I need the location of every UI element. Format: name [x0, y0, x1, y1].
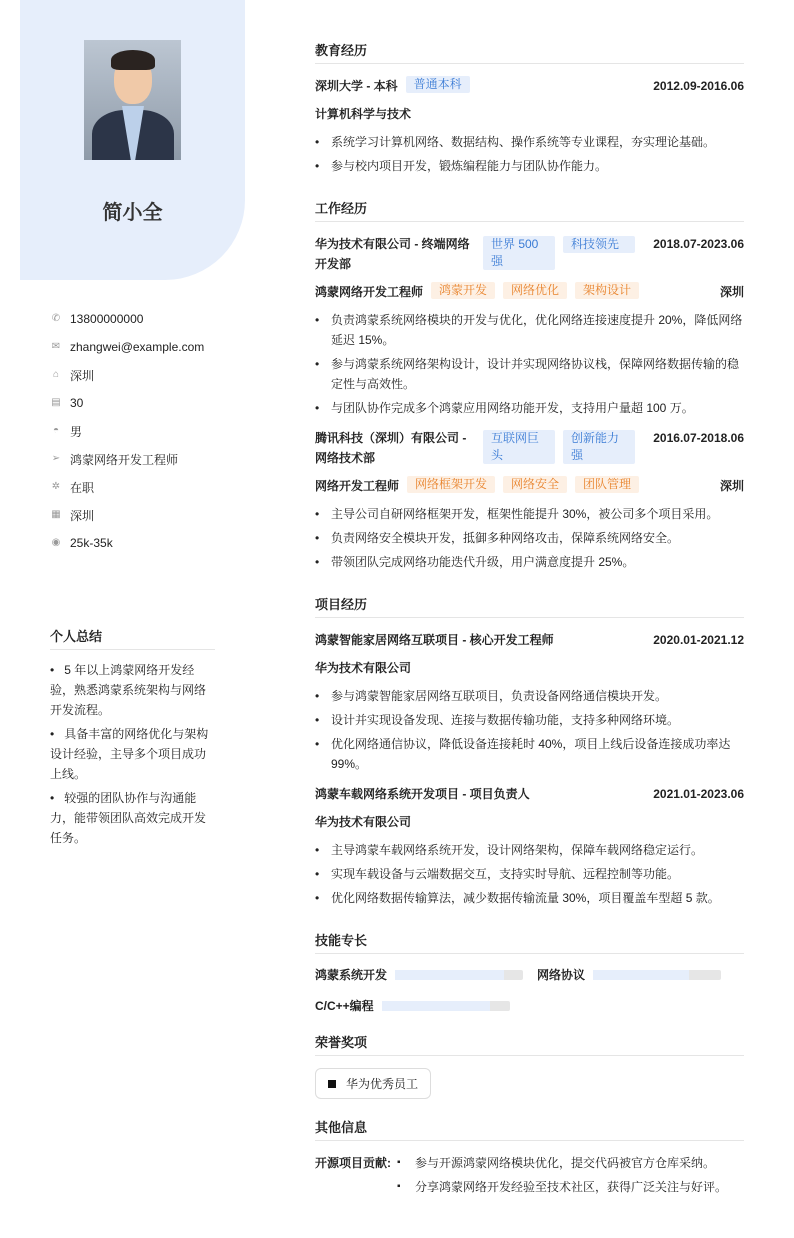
job-role: 鸿蒙网络开发工程师	[315, 285, 424, 299]
job-bullet: • 参与鸿蒙系统网络架构设计，设计并实现网络协议栈，保障网络数据传输的稳定性与高效性。	[315, 354, 744, 394]
education-bullet: • 系统学习计算机网络、数据结构、操作系统等专业课程，夯实理论基础。	[315, 132, 744, 152]
projects-title: 项目经历	[315, 594, 744, 618]
skill-item	[315, 966, 523, 983]
project-bullet: • 优化网络数据传输算法，减少数据传输流量 30%，项目覆盖车型超 5 款。	[315, 888, 744, 908]
project-bullet: • 设计并实现设备发现、连接与数据传输功能，支持多种网络环境。	[315, 710, 744, 730]
job-city: 深圳	[719, 479, 744, 493]
job-bullet: • 负责网络安全模块开发，抵御多种网络攻击，保障系统网络安全。	[315, 528, 744, 548]
skill-bar-fill	[593, 970, 689, 980]
skill-item	[315, 997, 744, 1014]
building-icon: ▦	[51, 509, 61, 520]
contact-value: 深圳	[70, 508, 95, 523]
contact-value: 在职	[70, 480, 95, 495]
job-bullet: • 负责鸿蒙系统网络模块的开发与优化，优化网络连接速度提升 20%，降低网络延迟 15%。	[315, 310, 744, 350]
job-skill-tag: 网络安全	[503, 476, 567, 493]
contact-value: 25k-35k	[70, 536, 113, 550]
contact-item	[50, 473, 204, 501]
skill-item	[537, 966, 721, 983]
project-bullets	[315, 840, 744, 908]
job-city: 深圳	[719, 285, 744, 299]
company-name: 华为技术有限公司 - 终端网络开发部	[315, 237, 470, 271]
company-tag: 互联网巨头	[483, 430, 555, 464]
school-tag: 普通本科	[406, 76, 470, 93]
project-date: 2021.01-2023.06	[653, 787, 744, 801]
job-entry	[315, 428, 744, 572]
award-badge	[315, 1068, 431, 1099]
project-company: 华为技术有限公司	[315, 815, 412, 829]
role-left	[315, 282, 639, 302]
job-skill-tag: 团队管理	[575, 476, 639, 493]
other-bullet: ▪ 参与开源鸿蒙网络模块优化，提交代码被官方仓库采纳。	[397, 1153, 727, 1173]
contact-item	[50, 529, 204, 557]
job-date: 2018.07-2023.06	[653, 237, 744, 251]
project-entry	[315, 630, 744, 774]
salary-icon: ◉	[51, 537, 61, 548]
company-tag: 世界 500 强	[483, 236, 555, 270]
contact-value: zhangwei@example.com	[70, 340, 205, 354]
project-bullet: • 主导鸿蒙车载网络系统开发，设计网络架构，保障车载网络稳定运行。	[315, 840, 744, 860]
contact-item	[50, 333, 204, 361]
contact-list	[50, 305, 204, 557]
skill-name: 网络协议	[537, 968, 586, 982]
contact-item	[50, 361, 204, 389]
contact-item	[50, 445, 204, 473]
other-label: 开源项目贡献:	[315, 1156, 391, 1170]
project-name: 鸿蒙智能家居网络互联项目 - 核心开发工程师	[315, 633, 554, 647]
job-header	[315, 234, 744, 274]
contact-item	[50, 417, 204, 445]
contact-value: 13800000000	[70, 312, 144, 326]
summary-title: 个人总结	[50, 626, 215, 650]
contact-item	[50, 501, 204, 529]
job-role-row	[315, 282, 744, 302]
education-date: 2012.09-2016.06	[653, 79, 744, 93]
job-bullet: • 带领团队完成网络功能迭代升级，用户满意度提升 25%。	[315, 552, 744, 572]
avatar-photo	[84, 40, 181, 160]
age-icon: ▤	[51, 397, 61, 408]
summary-section	[50, 626, 215, 852]
job-left	[315, 234, 635, 274]
other-title: 其他信息	[315, 1117, 744, 1141]
other-section	[315, 1117, 744, 1201]
project-date: 2020.01-2021.12	[653, 633, 744, 647]
job-skill-tag: 架构设计	[575, 282, 639, 299]
job-bullets	[315, 310, 744, 418]
project-name: 鸿蒙车载网络系统开发项目 - 项目负责人	[315, 787, 530, 801]
send-icon: ➢	[51, 453, 61, 464]
contact-item	[50, 305, 204, 333]
status-icon: ✲	[51, 481, 61, 492]
skill-name: C/C++编程	[315, 999, 374, 1013]
education-title: 教育经历	[315, 40, 744, 64]
contact-value: 30	[70, 396, 84, 410]
project-header	[315, 784, 744, 804]
job-date: 2016.07-2018.06	[653, 431, 744, 445]
job-bullet: • 主导公司自研网络框架开发，框架性能提升 30%，被公司多个项目采用。	[315, 504, 744, 524]
work-title: 工作经历	[315, 198, 744, 222]
awards-title: 荣誉奖项	[315, 1032, 744, 1056]
job-bullets	[315, 504, 744, 572]
company-tag: 创新能力强	[563, 430, 635, 464]
skill-bar	[382, 1001, 510, 1011]
skill-bar-fill	[382, 1001, 491, 1011]
phone-icon: ✆	[51, 313, 61, 324]
job-role: 网络开发工程师	[315, 479, 400, 493]
project-bullets	[315, 686, 744, 774]
job-bullet: • 与团队协作完成多个鸿蒙应用网络功能开发，支持用户量超 100 万。	[315, 398, 744, 418]
awards-section	[315, 1032, 744, 1099]
square-bullet-icon	[328, 1080, 336, 1088]
job-skill-tag: 网络框架开发	[407, 476, 495, 493]
summary-item: • 具备丰富的网络优化与架构设计经验，主导多个项目成功上线。	[50, 724, 215, 784]
job-skill-tag: 网络优化	[503, 282, 567, 299]
gender-icon: ◓	[52, 425, 60, 436]
summary-item: • 5 年以上鸿蒙网络开发经验，熟悉鸿蒙系统架构与网络开发流程。	[50, 660, 215, 720]
project-bullet: • 实现车载设备与云端数据交互，支持实时导航、远程控制等功能。	[315, 864, 744, 884]
major: 计算机科学与技术	[315, 107, 412, 121]
projects-section	[315, 594, 744, 908]
mail-icon: ✉	[51, 341, 61, 352]
contact-item	[50, 389, 204, 417]
skill-bar-fill	[395, 970, 504, 980]
skill-bar	[395, 970, 523, 980]
job-header	[315, 428, 744, 468]
award-name: 华为优秀员工	[346, 1077, 419, 1091]
education-bullet: • 参与校内项目开发，锻炼编程能力与团队协作能力。	[315, 156, 744, 176]
summary-item: • 较强的团队协作与沟通能力，能带领团队高效完成开发任务。	[50, 788, 215, 848]
contact-value: 男	[70, 424, 83, 439]
home-icon: ⌂	[52, 369, 60, 380]
skill-name: 鸿蒙系统开发	[315, 968, 388, 982]
contact-value: 鸿蒙网络开发工程师	[70, 452, 179, 467]
education-section	[315, 40, 744, 176]
skills-title: 技能专长	[315, 930, 744, 954]
company-name: 腾讯科技（深圳）有限公司 - 网络技术部	[315, 431, 467, 465]
project-company: 华为技术有限公司	[315, 661, 412, 675]
job-role-row	[315, 476, 744, 496]
project-bullet: • 参与鸿蒙智能家居网络互联项目，负责设备网络通信模块开发。	[315, 686, 744, 706]
project-bullet: • 优化网络通信协议，降低设备连接耗时 40%，项目上线后设备连接成功率达 99%。	[315, 734, 744, 774]
job-entry	[315, 234, 744, 418]
school-name: 深圳大学 - 本科	[315, 79, 398, 93]
contact-value: 深圳	[70, 368, 95, 383]
role-left	[315, 476, 639, 496]
project-header	[315, 630, 744, 650]
job-skill-tag: 鸿蒙开发	[431, 282, 495, 299]
work-section	[315, 198, 744, 572]
candidate-name: 简小全	[102, 202, 163, 224]
other-bullet: ▪ 分享鸿蒙网络开发经验至技术社区，获得广泛关注与好评。	[397, 1177, 727, 1197]
skills-section	[315, 930, 744, 1014]
skill-bar	[593, 970, 721, 980]
company-tag: 科技领先	[563, 236, 635, 253]
job-left	[315, 428, 635, 468]
main-content	[315, 40, 744, 1223]
project-entry	[315, 784, 744, 908]
